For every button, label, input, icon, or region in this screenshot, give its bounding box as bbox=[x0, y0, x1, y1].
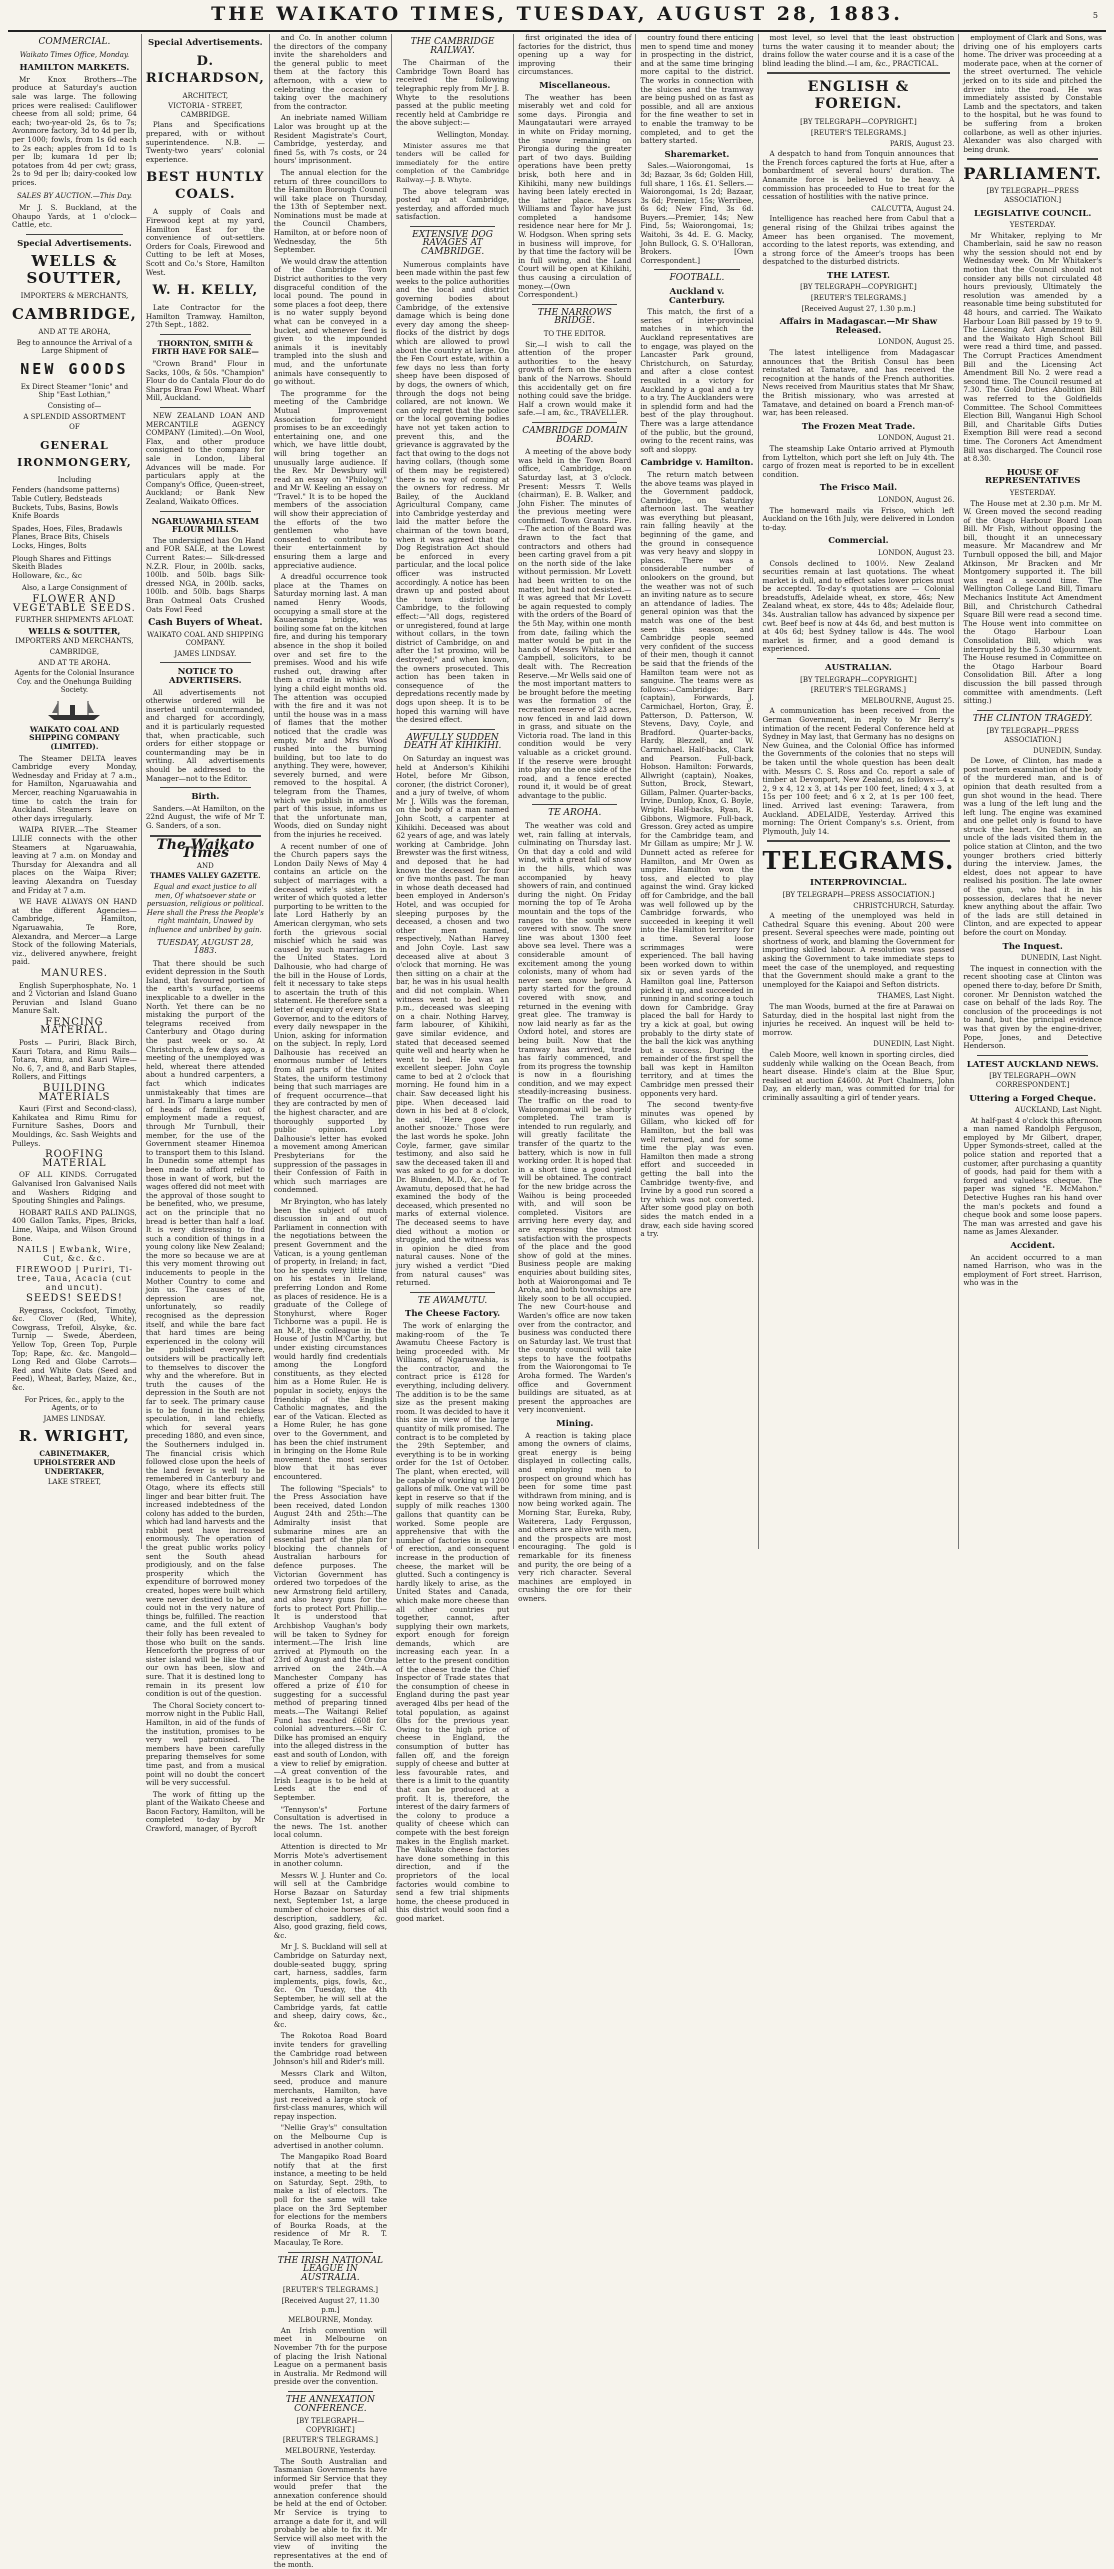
paris-text: A despatch to hand from Tonquin announces that the French forces captured the forts at Hue, after a bombardment of several hours' duration. The Annamite force is believed to be heavy. A commission has proceeded to Hue to treat for the cessation of hostilities with the native prince. bbox=[763, 150, 955, 202]
dunedin-text: Caleb Moore, well known in sporting circles, died suddenly while walking on the Ocean Beach, from heart disease. Hinde's claim at the Blue Spur, realised at auction £4600. At Port Chalmers, John Day, an elderly man, was committed for trial for criminally assaulting a girl of tender years. bbox=[763, 1051, 955, 1103]
inquest-heading: The Inquest. bbox=[963, 943, 1102, 952]
ws-announce: Beg to announce the Arrival of a Large Shipment of bbox=[12, 339, 137, 356]
bytel-label: [BY TELEGRAPH—COPYRIGHT.] bbox=[274, 2417, 387, 2434]
pa-label: [BY TELEGRAPH—PRESS ASSOCIATION.] bbox=[763, 891, 955, 900]
narrows-to: TO THE EDITOR. bbox=[518, 330, 631, 339]
reuter-label2: [REUTER'S TELEGRAMS.] bbox=[763, 294, 955, 303]
steamer-icon bbox=[44, 699, 104, 721]
telegrams-heading: TELEGRAMS. bbox=[763, 847, 955, 874]
list-item: Table Cutlery, Bedsteads bbox=[12, 495, 137, 504]
column-7 bbox=[759, 34, 960, 1549]
hobart-text: HOBART RAILS AND PALINGS, 400 Gallon Tanks, Pipes, Bricks, Lime, Waipa, and Wilson Ground Bone. bbox=[12, 1209, 137, 1243]
lindsay: JAMES LINDSAY. bbox=[12, 1415, 137, 1424]
frozen-heading: The Frozen Meat Trade. bbox=[763, 423, 955, 432]
of-label: OF bbox=[12, 423, 137, 432]
divider bbox=[532, 304, 617, 305]
choral-text: The Choral Society concert to-morrow night in the Public Hall, Hamilton, in aid of the funds of the institution, promises to be very well patronised. The members have been carefully preparing themselves for some time past, and from a musical point will no doubt the concert will be very successful. bbox=[146, 1702, 265, 1788]
commercial-text: Consols declined to 100½. New Zealand securities remain at last quotations. The wheat market is dull, and to effect sales lower prices must be accepted. To-day's quotations are — Colonial breadstuffs, Adelaide wheat, ex store, 46s; New Zealand wheat, ex store, 44s to 48s; Adelaide flour, 34s. Australian tallow has advanced by sixpence per cwt. Beef beef is now at 44s 6d, and best mutton is at 40s 6d; best Sydney tallow is 44s. The wool market is firmer, and a good demand is experienced. bbox=[763, 560, 955, 655]
inquest-dateline: DUNEDIN, Last Night. bbox=[963, 954, 1102, 963]
thames-gazette: THAMES VALLEY GAZETTE. bbox=[146, 872, 265, 881]
awful-heading: AWFULLY SUDDEN DEATH AT KIHIKIHI. bbox=[396, 734, 509, 751]
birth-heading: Birth. bbox=[146, 793, 265, 802]
sales-heading: SALES BY AUCTION.—This Day. bbox=[12, 192, 137, 201]
divider bbox=[410, 729, 495, 730]
consisting: Consisting of— bbox=[12, 402, 137, 411]
column-1 bbox=[8, 34, 142, 1549]
column-2 bbox=[142, 34, 270, 1549]
article-text: Mr Bryington, who has lately been the subject of much discussion in and out of Parliament in connection with the negotiations between the present Government and the Vatican, is a young gentleman of property, in Ireland; in fact, too he spends very little time on his estates in Ireland, preferring London and Rome as places of residence. He is a graduate of the College of Stonyhurst, where Roger Tichborne was a pupil. He is an M.P., the colleague in the House of Justin M'Carthy, but under existing circumstances would hardly find credentials among the Longford constituents, as they elected him as a Home Ruler. He is popular in society, enjoys the friendship of the English Catholic magnates, and the ear of the Vatican. Elected as a Home Ruler, he has gone over to the Government, and has been the chief instrument in bringing on the Home Rule movement the most serious blow that it has ever encountered. bbox=[274, 1198, 387, 1482]
cabinetmaker: CABINETMAKER, UPHOLSTERER AND UNDERTAKER, bbox=[12, 1450, 137, 1476]
ws-name2: WELLS & SOUTTER, bbox=[12, 627, 137, 636]
markets-heading: HAMILTON MARKETS. bbox=[12, 64, 137, 73]
cheese-heading: The Cheese Factory. bbox=[396, 1310, 509, 1319]
firewood: FIREWOOD | Puriri, Ti-tree, Taua, Acacia (cut and uncut). bbox=[12, 1266, 137, 1292]
masthead bbox=[0, 0, 1114, 28]
seeds-text: Ryegrass, Cocksfoot, Timothy, &c. Clover (Red, White), Cowgrass, Trefoil, Alsyke, &c. Turnip — Swede, Aberdeen, Yellow Top, Green Top, Purple Top; Rape, &c. &c. Mangold—Long Red and Globe Carrots—Red and White Oats (Seed and Feed), Wheat, Barley, Maize, &c., &c. bbox=[12, 1307, 137, 1393]
divider bbox=[977, 1055, 1088, 1056]
madagascar-text: The latest intelligence from Madagascar announces that the British Consul has been reinstated at Tamatave, and has received the recognition at the hands of the French authorities. News received from Mauritius states that Mr Shaw, the British missionary, who was arrested at Tamatave, and detained on board a French man-of-war, has been released. bbox=[763, 349, 955, 418]
bytel-label: [BY TELEGRAPH—COPYRIGHT.] bbox=[763, 118, 955, 127]
richardson-name: D. RICHARDSON, bbox=[146, 53, 265, 87]
ex-direct: Ex Direct Steamer "Ionic" and Ship "East Lothian," bbox=[12, 383, 137, 400]
notice-text: All advertisements not otherwise ordered will be inserted until countermanded, and charged for accordingly, and it is particularly requested that, when practicable, such orders for either stoppage or countermanding may be in writing. All advertisements should be addressed to the Manager—not to the Editor. bbox=[146, 689, 265, 784]
hamilton-text: The return match between the above teams was played in the Government paddock, Cambridge, on Saturday afternoon last. The weather was everything but pleasant, rain falling heavily at the beginning of the game, and the ground in consequence was very heavy and sloppy in places. There was a considerable number of onlookers on the ground, but the weather was not of such an inviting nature as to secure an attendance of ladies. The general opinion was that the match was one of the best seen this season, and Cambridge people seemed very confident of the success of their men, though it cannot be said that the friends of the Hamilton team were not as sanguine. The teams were as follows:—Cambridge: Barr (captain), Forwards, J. Carmichael, Horton, Gray, E. Patterson, D. Patterson, W. Stevens, Davy, Coyle, and Bradford. Quarter-backs, Hardy, Blezzell, and W. Carmichael. Half-backs, Clark and Pearson. Full-back, Hobson. Hamilton: Forwards, Allwright (captain), Noakes, Sutton, Brock, Stewart, Gillam, Palmer. Quarter-backs, Irvine, Dunlop, Knox, G. Boyle, Wright. Half-backs, Ryan, R. Gibbons, Wigmore. Full-back, Gresson. Grey acted as umpire for the Cambridge team, and Mr Gillam as umpire; Mr J. W. Dunnett acted as referee for Hamilton, and Mr Owen as umpire. Hamilton won the toss, and elected to play against the wind. Gray kicked off for Cambridge, and the ball was well followed up by the Cambridge forwards, who succeeded in keeping it well into the Hamilton territory for a time. Several loose scrimmages were experienced. The ball having been worked down to within six or seven yards of the Hamilton goal line, Patterson picked it up, and succeeded in running in and scoring a touch down for Cambridge. Gray placed the ball for Hardy to try a kick at goal, but owing probably to the dirty state of the ball the kick was anything but a success. During the remainder of the first spell the ball was kept in Hamilton territory, and at times the Cambridge men pressed their opponents very hard. bbox=[640, 471, 753, 1098]
motto: Equal and exact justice to all men, Of whatsoever state or persuasion, religious or political. Here shall the Press the People's right maintain, Unawed by influence and unbribed by gain. bbox=[146, 883, 265, 935]
rail-heading: THE CAMBRIDGE RAILWAY. bbox=[396, 38, 509, 55]
list-item: Holloware, &c., &c bbox=[12, 572, 137, 581]
column-3 bbox=[270, 34, 392, 1549]
forged-text: At half-past 4 o'clock this afternoon a man named Randolph Ferguson, employed by Mr Gilbert, draper, Upper Symonds-street, called at the police station and reported that a customer, after purchasing a quantity of goods, had paid for them with a forged and valueless cheque. The paper was signed "E. McMahon." Detective Hughes ran his hand over the man's pockets and found a cheque book and some loose papers. The man was arrested and gave his name as James Alexander. bbox=[963, 1117, 1102, 1237]
frisco-dateline: LONDON, August 26. bbox=[763, 496, 955, 505]
roofing-heading: ROOFING MATERIAL bbox=[12, 1151, 137, 1168]
new-goods: NEW GOODS bbox=[12, 361, 137, 378]
wright-name: R. WRIGHT, bbox=[12, 1428, 137, 1445]
awful-text: On Saturday an inquest was held at Anderson's Kihikihi Hotel, before Mr Gibson, coroner, (the district Coroner), and a jury of twelve, of whom Mr J. Wills was the foreman, on the body of a man named John Scott, a carpenter at Kihikihi. Deceased was about 62 years of age, and was lately working at Cambridge. John Brewster was the first witness, and deposed that he had known the deceased for four or five months past. The man in whose death deceased had been employed in Anderson's Hotel, and was occupied for sleeping purposes by the deceased, a chosen and two other men named, respectively, Nathan Harvey and John Coyle. Last saw deceased alive at about 3 o'clock that morning. He was then sitting on a chair at the bar, he was in his usual health and did not complain. When witness went to bed at 11 p.m., deceased was sleeping on a chair. Nothing Harvey, farm labourer, of Kihikihi, gave similar evidence, and stated that deceased seemed quite well and hearty when he went to bed. He was an excellent sleeper. John Coyle came to bed at 2 o'clock that morning. He found him in a chair. Saw deceased light his pipe. When deceased laid down in his bed at 8 o'clock, he said, 'Here goes for another snooze.' Those were the last words he spoke. John Coyle, farmer, gave similar testimony, and also said he saw the deceased taken ill and was asked to go for a doctor. Dr. Blunden, M.D., &c., of Te Awamutu, deposed that he had examined the body of the deceased, which presented no marks of external violence. The deceased seems to have died without a motion or struggle, and the witness was in opinion he died from natural causes. None of the jury wished a verdict "Died from natural causes" was returned. bbox=[396, 755, 509, 1288]
article-text: Attention is directed to Mr Morris Mote's advertisement in another column. bbox=[274, 1843, 387, 1869]
hamilton-sub: Cambridge v. Hamilton. bbox=[640, 459, 753, 468]
article-text: A dreadful occurrence took place at the Thames on Saturday morning last. A man named Henry Woods, occupying a small store at the Kauaeranga bridge, was boiling some fat on the kitchen fire, and during his temporary absence in the shop it boiled over and set fire to the premises. Wood and his wife rushed out, drawing after them a cradle in which was lying a child eight months old. The attention was occupied with the fire and it was not until the house was in a mass of flames that the mother noticed that the cradle was empty. Mr and Mrs Wood rushed into the burning building, but too late to do anything. They were, however, severely burned, and were removed to the hospital. A telegram from the Thames, which we publish in another part of this issue, informs us that the unfortunate man, Woods, died on Sunday night from the injuries he received. bbox=[274, 573, 387, 839]
mining-heading: Mining. bbox=[518, 1420, 631, 1429]
list-item: Plough Shares and Fittings bbox=[12, 555, 137, 564]
article-text: An inebriate named William Lalor was brought up at the Resident Magistrate's Court, Cambridge, yesterday, and fined 5s, with 7s costs, or 24 hours' imprisonment. bbox=[274, 114, 387, 166]
coals-heading: BEST HUNTLY COALS. bbox=[146, 169, 265, 203]
latest-received: [Received August 27, 1.30 p.m.] bbox=[763, 305, 955, 314]
article-text: Messrs W. J. Hunter and Co. will sell at the Cambridge Horse Bazaar on Saturday next, September 1st, a large number of choice horses of all description, saddlery, &c. Also, good grazing, field cows, &c. bbox=[274, 1872, 387, 1941]
calcutta-dateline: CALCUTTA, August 24. bbox=[763, 205, 955, 214]
divider bbox=[160, 787, 251, 788]
dateline: TUESDAY, AUGUST 28, 1883. bbox=[146, 939, 265, 956]
masthead-rule bbox=[8, 30, 1106, 32]
interprovincial-heading: INTERPROVINCIAL. bbox=[763, 879, 955, 888]
misc-text: The weather has been miserably wet and cold for some days. Pirongia and Maungatautari were arrayed in white on Friday morning, the snow remaining on Pirongia during the greater part of two days. Building operations have been pretty brisk, both here and in Kihikihi, many new buildings having been lately erected in the latter place. Messrs Williams and Taylor have just completed a handsome residence near here for Mr J. W. Hodgson. When spring sets in business will improve, for by that time the factory will be in full swing, and the Land Court will be open at Kihikihi, thus causing a circulation of money.—(Own Correspondent.) bbox=[518, 94, 631, 300]
ws-role2: IMPORTERS AND MERCHANTS, bbox=[12, 637, 137, 646]
forged-dateline: AUCKLAND, Last Night. bbox=[963, 1106, 1102, 1115]
ws-name: WELLS & SOUTTER, bbox=[12, 253, 137, 287]
divider bbox=[288, 2252, 373, 2253]
clinton-pa: [BY TELEGRAPH—PRESS ASSOCIATION.] bbox=[963, 727, 1102, 744]
seeds-heading: SEEDS! SEEDS! bbox=[12, 1295, 137, 1304]
english-foreign-heading: ENGLISH & FOREIGN. bbox=[763, 79, 955, 113]
rail-quote: Minister assures me that tenders will be called for immediately for the entire completion of the Cambridge Railway.—J. B. Whyte. bbox=[396, 142, 509, 185]
further-shipments: FURTHER SHIPMENTS AFLOAT. bbox=[12, 616, 137, 625]
column-8 bbox=[959, 34, 1106, 1549]
dunedin-dateline: DUNEDIN, Last Night. bbox=[763, 1040, 955, 1049]
article-text: and Co. In another column the directors of the company invite the shareholders and the general public to meet them at the factory this afternoon, with a view to celebrating the occasion of taking over the machinery from the contractor. bbox=[274, 34, 387, 111]
article-text: The Rokotoa Road Board invite tenders for gravelling the Cambridge road between Johnson's hill and Rider's mill. bbox=[274, 2032, 387, 2066]
madagascar-heading: Affairs in Madagascar.—Mr Shaw Released. bbox=[763, 318, 955, 335]
divider bbox=[767, 840, 951, 842]
list-item: Skeith Blades bbox=[12, 563, 137, 572]
accident-heading: Accident. bbox=[963, 1242, 1102, 1251]
teawamutu-heading: TE AWAMUTU. bbox=[396, 1297, 509, 1306]
ws-town3: CAMBRIDGE, bbox=[12, 648, 137, 657]
waikato-coal: WAIKATO COAL AND SHIPPING COMPANY. bbox=[146, 631, 265, 648]
manures-text: English Superphosphate, No. 1 and 2 Victorian and Island Guano Peruvian and Island Guano Manure Salt. bbox=[12, 982, 137, 1016]
dog-heading: EXTENSIVE DOG RAVAGES AT CAMBRIDGE. bbox=[396, 231, 509, 257]
house-sub: YESTERDAY. bbox=[963, 489, 1102, 498]
divider bbox=[288, 2391, 373, 2392]
share-text: Sales.—Waiorongomai, 1s 3d; Bazaar, 3s 6d; Golden Hill, full share, 1 16s. £1. Sellers.—Waiorongomai, 1s 2d; Bazaar, 3s 6d; Premier, 15s; Werribee, 6s 6d; New Find, 3s 6d. Buyers.—Premier, 14s; New Find, 5s; Waiorongomai, 1s; Waitohi, 3s 4d. E. G. Macky, John Bullock, G. S. O'Halloran, Brokers. [Own Correspondent.] bbox=[640, 162, 753, 265]
auckland-pa: [BY TELEGRAPH—OWN CORRESPONDENT.] bbox=[963, 1072, 1102, 1089]
fencing-text: Posts — Puriri, Black Birch, Kauri Totara, and Rimu Rails—Totara, Rimu, and Kauri Wire—No. 6, 7, and 8, and Barb Staples, Rollers, and Fittings bbox=[12, 1039, 137, 1082]
divider bbox=[977, 710, 1088, 711]
lake-street: LAKE STREET, bbox=[12, 1478, 137, 1487]
ngaru-text: The undersigned has On Hand and FOR SALE, at the Lowest Current Rates:— Silk-dressed N.Z.R. Flour, in 200lb. sacks, 100lb. and 50lb. bags Silk-dressed NGA, in 200lb. sacks, 100lb. and 50lb. bags Sharps Bran Oatmeal Oats Crushed Oats Fowl Feed bbox=[146, 537, 265, 614]
clinton-text: De Lowe, of Clinton, has made a post mortem examination of the body of the murdered man, and is of opinion that death resulted from a gun shot wound in the head. There was a lung of the left lung and the left lung. The engine was examined and one pellet only is found to have struck the heart. On Saturday, an uncle of the lads visited them in the police station at Clinton, and the two younger brothers cried bitterly during the interview. James, the eldest, does not appear to have realised his position. The late owner of the gun, who had it in his possession, declares that he never knew anything about the affair. Two of the lads are still detained in Clinton, and are expected to appear before the court on Monday. bbox=[963, 757, 1102, 937]
page-ref: 5 bbox=[1093, 2, 1098, 30]
reuter-label: [REUTER'S TELEGRAMS.] bbox=[274, 2286, 387, 2295]
waikato-times-title: The Waikato Times bbox=[146, 841, 265, 858]
items-list bbox=[12, 486, 137, 580]
cheese-text: The work of enlarging the making-room of the Te Awamutu Cheese Factory is being proceeded with. Mr Williams, of Ngaruawahia, is the contractor, and the contract price is £128 for everything, including delivery. The addition is to be the same size as the present making room. It was decided to have it this size in view of the large quantity of milk promised. The contract is to be completed by the 29th September, and everything is to be in working order for the 1st of October. The plant, when erected, will be capable of working up 1200 gallons of milk. One vat will be kept in reserve so that if the supply of milk reaches 1300 gallons that quantity can be worked. Some people are apprehensive that with the number of factories in course of erection, and consequent increase in the production of cheese, the market will be glutted. Such a contingency is hardly likely to arise, as the United States and Canada, which make more cheese than all other countries put together, cannot, after supplying their own markets, export enough for foreign demands, which are increasing each year. In a letter to the present condition of the cheese trade the Chief Inspector of Trade states that the consumption of cheese in England during the past year averaged 4lbs per head of the total population, as against 6lbs for the previous year. Owing to the high price of cheese in England, the consumption of butter has fallen off, and the foreign supply of cheese and butter at less favourable rates, and there is a limit to the quantity that can be produced at a profit. It is, therefore, the interest of the dairy farmers of the colony to produce a quality of cheese which can compete with the best foreign makes in the English market. The Waikato cheese factories have done something in this direction, and if the proprietors of the local factories would combine to send a few trial shipments home, the cheese produced in this district would soon find a good market. bbox=[396, 1322, 509, 1924]
flower-seeds: FLOWER AND VEGETABLE SEEDS. bbox=[12, 596, 137, 613]
misc-heading: Miscellaneous. bbox=[518, 82, 631, 91]
article-text: "Nellie Gray's" consultation on the Melbourne Cup is advertised in another column. bbox=[274, 2124, 387, 2150]
splendid: A SPLENDID ASSORTMENT bbox=[12, 413, 137, 422]
reuter-label3: [REUTER'S TELEGRAMS.] bbox=[763, 686, 955, 695]
column-5 bbox=[514, 34, 636, 1549]
australian-text: A communication has been received from the German Government, in reply to Mr Berry's intimation of the recent Federal Conference held at Sydney in May last, that Germany has no designs on New Guinea, and the Colonial Office has informed the Governments of the colonies that no steps will be taken until the whole question has been dealt with. Messrs C. S. Ross and Co. report a sale of timber at Devonport, New Zealand, as follows:—4 x 2, 9 x 4, 12 x 3, at 14s per 100 feet, lined; 4 x 3, at 15s per 100 feet; and 6 x 2, at 1s per 100 feet, lined. Arrived last evening: Tarawera, from Auckland. ADELAIDE, Yesterday. Arrived this morning: The Orient Company's s.s. Orient, from Plymouth, July 14. bbox=[763, 707, 955, 836]
ws-town4: AND AT TE AROHA. bbox=[12, 659, 137, 668]
auckland-heading: LATEST AUCKLAND NEWS. bbox=[963, 1061, 1102, 1070]
divider bbox=[160, 511, 251, 512]
agencies-text: WE HAVE ALWAYS ON HAND at the different Agencies—Cambridge, Hamilton, Ngaruawahia, Te Rore, Alexandra, and Mercer—a Large Stock of the following Materials, viz., delivered anywhere, freight paid. bbox=[12, 898, 137, 967]
column-6 bbox=[636, 34, 758, 1549]
nzloan-text: NEW ZEALAND LOAN AND MERCANTILE AGENCY COMPANY (Limited).—On Wool, Flax, and other produce consigned to the company for sale in London, Liberal Advances will be made. For particulars apply at the Company's Office, Queen-street, Auckland; or Bank New Zealand, Waikato Offices. bbox=[146, 412, 265, 507]
ws-town: CAMBRIDGE, bbox=[12, 306, 137, 323]
article-text: Mr J. S. Buckland will sell at Cambridge on Saturday next, double-seated buggy, spring cart, harness, saddles, farm implements, pigs, fowls, &c., &c. On Tuesday, the 4th September, he will sell at the Cambridge yards, fat cattle and sheep, dairy cows, &c., &c. bbox=[274, 1943, 387, 2029]
nails: NAILS | Ewbank, Wire, Cut, &c. &c. bbox=[12, 1246, 137, 1263]
thornton-heading: THORNTON, SMITH & FIRTH HAVE FOR SALE— bbox=[146, 340, 265, 357]
divider bbox=[160, 334, 251, 335]
list-item: Fenders (handsome patterns) bbox=[12, 486, 137, 495]
ws-role: IMPORTERS & MERCHANTS, bbox=[12, 292, 137, 301]
special-heading: Special Advertisements. bbox=[146, 39, 265, 48]
ws-town2: AND AT TE AROHA, bbox=[12, 328, 137, 337]
and-label: AND bbox=[146, 862, 265, 871]
kelly-name: W. H. KELLY, bbox=[146, 282, 265, 299]
frisco-text: The homeward mails via Frisco, which left Auckland on the 16th July, were delivered in London to-day. bbox=[763, 507, 955, 533]
frisco-heading: The Frisco Mail. bbox=[763, 484, 955, 493]
article-text: employment of Clark and Sons, was driving one of his employers carts home. The driver was proceeding at a moderate pace, when at the corner of the street overturned. The vehicle jerked on to its side and pitched the driver into the road. He was immediately assisted by Constable Lamb and the spectators, and taken to the hospital, but he was found to be suffering from a broken collarbone, as well as other injuries. Alexander was also charged with being drunk. bbox=[963, 34, 1102, 154]
christchurch-text: A meeting of the unemployed was held in Cathedral Square this evening. About 200 were present. Several speeches were made, pointing out shortness of work, and blaming the Government for importing skilled labour. A resolution was passed asking the Government to take immediate steps to meet the case of the unemployed, and requesting that the Government should make a grant to the unemployed for the Kaiapoi and Sefton districts. bbox=[763, 912, 955, 989]
rail-dateline: Wellington, Monday. bbox=[396, 131, 509, 140]
legislative-sub: YESTERDAY. bbox=[963, 221, 1102, 230]
legislative-heading: LEGISLATIVE COUNCIL. bbox=[963, 210, 1102, 219]
annex-text: The South Australian and Tasmanian Governments have informed Sir Service that they would prefer that the annexation conference should be held at the end of October. Mr Service is trying to arrange a date for it, and will probably be able to fix it. Mr Service will also meet with the view of inviting the representatives at the end of the month. bbox=[274, 2458, 387, 2569]
dog-text: Numerous complaints have been made within the past few weeks to the police authorities and the local and district governing bodies about Cambridge, of the extensive damage which is being done every day among the sheep-flocks of the district by dogs which are allowed to prowl about the country at large. On the Fen Court estate, within a few days no less than forty sheep have been disposed of by dogs, the owners of which, through the dogs not being collared, are not known. We can only regret that the police or the local governing bodies have not yet taken action to prevent this, and the grievance is aggravated by the fact that owing to the dogs not having collars, (though some of them may be registered) there is no way of coming at the owners for redress. Mr Bailey, of the Auckland Agricultural Company, came into Cambridge yesterday and laid the matter before the chairman of the town board, when it was agreed that the Dog Registration Act should be enforced in every particular, and the local police officer was instructed accordingly. A notice has been drawn up and posted about the town district of Cambridge, to the following effect:—"All dogs, registered or unregistered, found at large without collars, in the town district of Cambridge, on and after the 1st proximo, will be destroyed;" and when known, the owners prosecuted. This action has been taken in consequence of the depredations recently made by dogs upon sheep. It is to be hoped this warning will have the desired effect. bbox=[396, 261, 509, 725]
christchurch-dateline: CHRISTCHURCH, Saturday. bbox=[763, 902, 955, 911]
article-text: We would draw the attention of the Cambridge Town District authorities to the very disgraceful condition of the local pound. The pound in some places a foot deep, there is no water supply beyond what can be conveyed in a bucket, and whenever feed is given to the impounded animals it is inevitably trampled into the slush and mud, and the unfortunate animals have consequently to go without. bbox=[274, 258, 387, 387]
inquest-text: The inquest in connection with the recent shooting case at Clinton was opened there to-day, before Dr Smith, coroner. Mr Denniston watched the case on behalf of the lads Roy. The conclusion of the proceedings is not to hand, but the principal evidence was that given by the engine-driver, Pope, Jones, and Detective Henderson. bbox=[963, 965, 1102, 1051]
building-text: Kauri (First and Second-class), Kahikatea and Rimu Rimu for Furniture Sashes, Doors and Mouldings, &c. Sash Weights and Pulleys. bbox=[12, 1105, 137, 1148]
narrows-heading: THE NARROWS BRIDGE. bbox=[518, 309, 631, 326]
frozen-dateline: LONDON, August 21. bbox=[763, 434, 955, 443]
waipa-text: WAIPA RIVER.—The Steamer LILIE connects with the other Steamers at Ngaruawahia, leaving at 7 a.m. on Monday and Thursday for Alexandra and all places on the Waipa River; leaving Alexandra on Tuesday and Friday at 7 a.m. bbox=[12, 826, 137, 895]
markets-text: Mr Knox Brothers—The produce at Saturday's auction sale was large. The following prices were realised: Cauliflower cheese from all sold; prime, 64 each; two-year-old 2s, 6s to 7s; Avonmore factory, 3d to 4d per lb, per 1000; fowls, from 1s 6d each to 2s each; apples from 1d to 1s per lb; kumara 1d per lb; potatoes from 4d per cwt; grass, 2s to 9d per lb; dairy-cooked low prices. bbox=[12, 76, 137, 188]
aroha-heading: TE AROHA. bbox=[518, 809, 631, 818]
cash-wheat: Cash Buyers of Wheat. bbox=[146, 619, 265, 628]
manures-heading: MANURES. bbox=[12, 970, 137, 979]
kelly-text: Late Contractor for the Hamilton Tramway. Hamilton, 27th Sept., 1882. bbox=[146, 304, 265, 330]
article-text: most level, so level that the least obstruction turns the water causing it to meander about; the drains follow the water course and it is a case of the blind leading the blind.—I am, &c., PRACTICAL. bbox=[763, 34, 955, 68]
rail-text: The Chairman of the Cambridge Town Board has received the following telegraphic reply from Mr J. B. Whyte to the resolutions passed at the public meeting recently held at Cambridge re the above subject:— bbox=[396, 59, 509, 128]
irish-heading: THE IRISH NATIONAL LEAGUE IN AUSTRALIA. bbox=[274, 2257, 387, 2283]
house-heading: HOUSE OF REPRESENTATIVES bbox=[963, 469, 1102, 486]
irish-text: An Irish convention will meet in Melbourne on November 7th for the purpose of placing the Irish National League on a permanent basis in Australia. Mr Redmond will preside over the convention. bbox=[274, 2327, 387, 2387]
list-item: Locks, Hinges, Bolts bbox=[12, 542, 137, 551]
share-heading: Sharemarket. bbox=[640, 151, 753, 160]
thames-text: The man Woods, burned at the fire at Parawai on Saturday, died in the hospital last night from the injuries he received. An inquest will be held to-morrow. bbox=[763, 1003, 955, 1037]
editorial-text: That there should be such evident depression in the South Island, that favoured portion of the earth's surface, seems inexplicable to a dweller in the North. Yet there can be no mistaking the purport of the telegrams received from Canterbury and Otago during the past week or so. At Christchurch, a few days ago, a meeting of the unemployed was held, whereat there attended about a hundred carpenters, a fact which indicates unmistakeably that times are hard. In Timaru a large number of heads of families out of employment made a request, through Mr Turnbull, their member, for the use of the Government steamer Hinemoa to transport them to this Island. In Dunedin some attempt has been made to afford relief to those in want of work, but the wages offered did not meet with the approval of those sought to be benefited, who, we presume, act on the principle that no bread is better than half a loaf. It is very distressing to find such a condition of things in a young colony like New Zealand; the more so because we are at this very moment throwing out inducements to people in the Mother Country to come and join us. The causes of the depression are not, unfortunately, so readily recognised as the depression itself, and while the bare fact that hard times are being experienced in the colony will be published everywhere, outsiders will be practically left to themselves to discover the why and the wherefore. But in truth the causes of the depression in the South are not far to seek. The primary cause is to be found in the reckless speculation, in land chiefly, which for several years preceding 1880, and even since, the Southerners indulged in. The financial crisis which followed close upon the heels of the land fever is well to be remembered in Canterbury and Otago, where its effects still linger and bear bitter fruit. The increased indebtedness of the colony has added to the burden, which had land harvests and the rabbit pest have increased enormously. The operation of the great public works policy sent the South ahead prodigiously, and on the false prosperity which the expenditure of borrowed money created, hopes were built which were never destined to be, and could not in the very nature of things be, fulfilled. The reaction came, and the full extent of their folly has been revealed to those who built on the sands. Henceforth the progress of our sister island will be like that of our own has been, slow and sure. That it is destined long to remain in its present low condition is out of the question. bbox=[146, 960, 265, 1699]
continued-text: The second twenty-five minutes was opened by Gillam, who kicked off for Hamilton, but the ball was well returned, and for some time the play was even. Hamilton then made a strong effort and succeeded in getting the ball into the Cambridge twenty-five, and Irvine by a good run scored a try which was not converted. After some good play on both sides the match ended in a draw, each side having scored a try. bbox=[640, 1101, 753, 1239]
irish-received: [Received August 27, 11.30 p.m.] bbox=[274, 2297, 387, 2314]
column-4 bbox=[392, 34, 514, 1549]
thames-dateline: THAMES, Last Night. bbox=[763, 992, 955, 1001]
annex-heading: THE ANNEXATION CONFERENCE. bbox=[274, 2396, 387, 2413]
lindsay2: JAMES LINDSAY. bbox=[146, 650, 265, 659]
pa-label: [BY TELEGRAPH—PRESS ASSOCIATION.] bbox=[963, 187, 1102, 204]
birth-text: Sanders.—At Hamilton, on the 22nd August, the wife of Mr T. G. Sanders, of a son. bbox=[146, 805, 265, 831]
legislative-text: Mr Whitaker, replying to Mr Chamberlain, said he saw no reason why the session should not end by Wednesday week. On Mr Whitaker's motion that the Council should not consider any bills not circulated 48 hours previously, Ultimately the resolution was amended by a reasonable time being substituted for 48 hours, and carried. The Waikato Harbour Loan Bill passed by 19 to 9. The Licensing Act Amendment Bill and the Waikato High School Bill were read a third time, and passed. The Corrupt Practices Amendment Bill and the Licensing Act Amendment Bill No. 2 were read a second time. The Council resumed at 7.30. The Gold Duties Abolition Bill was referred to the Goldfields Committee. The School Committees Election Bill, Wanganui High School Bill, and Charitable Gifts Duties Exemption Bill were read a second time. The Coroners Act Amendment Bill was discharged. The Council rose at 8.30. bbox=[963, 232, 1102, 464]
paris-dateline: PARIS, August 23. bbox=[763, 140, 955, 149]
reuter-label2: [REUTER'S TELEGRAMS.] bbox=[274, 2436, 387, 2445]
list-item: Knife Boards bbox=[12, 512, 137, 521]
richardson-text: Plans and Specifications prepared, with or without superintendence. N.B. — Twenty-two years' colonial experience. bbox=[146, 121, 265, 164]
article-text: first originated the idea of factories for the district, thus opening up a way for improving their circumstances. bbox=[518, 34, 631, 77]
reuter-label: [REUTER'S TELEGRAMS.] bbox=[763, 129, 955, 138]
victoria-street: VICTORIA - STREET, CAMBRIDGE. bbox=[146, 102, 265, 119]
ngaru-heading: NGARUAWAHIA STEAM FLOUR MILLS. bbox=[146, 517, 265, 534]
frozen-text: The steamship Lake Ontario arrived at Plymouth from Lyttelton, which port she left on July 4th. The cargo of frozen meat is reported to be in excellent condition. bbox=[763, 445, 955, 479]
parliament-heading: PARLIAMENT. bbox=[963, 165, 1102, 182]
masthead-title: THE WAIKATO TIMES, TUESDAY, AUGUST 28, 1883. bbox=[211, 3, 903, 25]
football-sub: Auckland v. Canterbury. bbox=[640, 288, 753, 305]
building-heading: BUILDING MATERIALS bbox=[12, 1085, 137, 1102]
divider bbox=[767, 72, 951, 74]
list-item: Buckets, Tubs, Basins, Bowls bbox=[12, 504, 137, 513]
domain-text: A meeting of the above body was held in the Town Board office, Cambridge, on Saturday last, at 3 o'clock. Present: Messrs T. Wells (chairman), E. B. Walker, and John Fisher. The minutes of the previous meeting were confirmed. Town Grants. Fire.—The action of the Board was drawn to the fact that contractors and others had been carting gravel from a pit on the north side of the lake without permission. Mr Lovett had been written to on the matter, but had not desisted.—It was agreed that Mr Lovett be again requested to comply with the orders of the Board of the 5th May, within one month from date, failing which the matter would be put in the hands of Messrs Whitaker and Campbell, solicitors, to be dealt with. The Recreation Reserve.—Mr Wells said one of the most important matters to be brought before the meeting was the formation of the recreation reserve of 23 acres, now fenced in and laid down in grass, and situate on the Victoria road. The land in this condition would be very valuable as a cricket ground. If the reserve were brought into play on the one side of the road, and a fence erected round it, it would be of great advantage to the public. bbox=[518, 448, 631, 800]
special-heading: Special Advertisements. bbox=[12, 240, 137, 249]
fencing-heading: FENCING MATERIAL. bbox=[12, 1019, 137, 1036]
divider bbox=[410, 1292, 495, 1293]
clinton-dateline: DUNEDIN, Sunday. bbox=[963, 747, 1102, 756]
commercial-heading: Commercial. bbox=[763, 537, 955, 546]
article-text: The following "Specials" to the Press Association have been received, dated London August 24th and 25th:—The Admiralty insist that submarine mines are an essential part of the plan for blocking the channels of Australian harbours for defence purposes. The Victorian Government has ordered two torpedoes of the new Armstrong field artillery, and also heavy guns for the forts to protect Port Phillip.—It is understood that Archbishop Vaughan's body will be taken to Sydney for interment.—The Irish line arrived at Plymouth on the 23rd of August and the Oruba arrived on the 24th.—A Manchester Company has offered a prize of £10 for suggesting for a successful method of preparing tinned meats.—The Waitangi Relief Fund has reached £608 for colonial adventurers.—Sir C. Dilke has promised an enquiry into the alleged distress in the east and south of London, with a view to relief by emigration.—A great convention of the Irish League is to be held at Leeds at the end of September. bbox=[274, 1485, 387, 1803]
thornton-text: "Crown Brand" Flour in Sacks, 100s, & 50s. "Champion" Flour do do Cantala Flour do do Sharps Bran Fowl Wheat. Wharf Mill, Auckland. bbox=[146, 360, 265, 403]
forged-heading: Uttering a Forged Cheque. bbox=[963, 1095, 1102, 1104]
clinton-heading: THE CLINTON TRAGEDY. bbox=[963, 715, 1102, 724]
article-text: "Tennyson's" Fortune Consultation is advertised in the news. The 1st. another local column. bbox=[274, 1806, 387, 1840]
bytel-label2: [BY TELEGRAPH—COPYRIGHT.] bbox=[763, 283, 955, 292]
commercial-dateline: LONDON, August 23. bbox=[763, 549, 955, 558]
australian-heading: AUSTRALIAN. bbox=[763, 664, 955, 673]
madagascar-dateline: LONDON, August 25. bbox=[763, 338, 955, 347]
article-text: The programme for the meeting of the Cambridge Mutual Improvement Association for to-night promises to be an exceedingly entertaining one, and one which, we have little doubt, will bring together an unusually large audience. If the Rev. Mr Dewsbury will read an essay on "Philology," and Mr W. Keeling an essay on "Travel." It is to be hoped the members of the association will show their appreciation of the efforts of the two gentlemen who have consented to contribute to their entertainment by ensuring them a large and appreciative audience. bbox=[274, 390, 387, 570]
divider bbox=[654, 269, 739, 270]
steam-heading: WAIKATO COAL AND SHIPPING COMPANY (LIMITED). bbox=[12, 726, 137, 752]
australian-dateline: MELBOURNE, August 25. bbox=[763, 697, 955, 706]
accident-text: An accident occurred to a man named Harrison, who was in the employment of Fort street. Harrison, who was in the bbox=[963, 1254, 1102, 1288]
divider bbox=[967, 158, 1098, 160]
including: Including bbox=[12, 476, 137, 485]
divider bbox=[777, 658, 941, 659]
work-text: The work of fitting up the plant of the Waikato Cheese and Bacon Factory, Hamilton, will be completed to-day by Mr Crawford, manager, of Bycroft bbox=[146, 1791, 265, 1834]
irish-dateline: MELBOURNE, Monday. bbox=[274, 2316, 387, 2325]
agents: Agents for the Colonial Insurance Coy. and the Onehunga Building Society. bbox=[12, 669, 137, 695]
coals-text: A supply of Coals and Firewood kept at my yard, Hamilton East for the convenience of out-settlers. Orders for Coals, Firewood and Cutting to be left at Moses, Scott and Co.'s Store, Hamilton West. bbox=[146, 208, 265, 277]
architect: ARCHITECT, bbox=[146, 92, 265, 101]
football-text: This match, the first of a series of inter-provincial matches in which the Auckland representatives are to engage, was played on the Lancaster Park ground, Christchurch, on Saturday, and after a close contest resulted in a victory for Auckland by a goal and a try to a try. The Aucklanders were in splendid form and had the best of the play throughout. There was a large attendance of the public, but the ground, owing to the recent rains, was soft and sloppy. bbox=[640, 308, 753, 454]
list-item: Spades, Hoes, Files, Bradawls bbox=[12, 525, 137, 534]
roofing-text: OF ALL KINDS. Corrugated Galvanised Iron Galvanised Nails and Washers Ridging and Spouting Shingles and Palings. bbox=[12, 1171, 137, 1205]
article-text: country found there enticing men to spend time and money in prospecting in the district, and at the same time bringing more capital to the district. The works in connection with the sluices and the tramway are being pushed on as fast as possible, and all are anxious for the fine weather to set in to enable the tramway to be completed, and to get the battery started. bbox=[640, 34, 753, 146]
divider bbox=[26, 234, 123, 235]
general-ironmongery: GENERAL IRONMONGERY, bbox=[12, 437, 137, 471]
commercial-heading: COMMERCIAL. bbox=[12, 38, 137, 47]
narrows-text: Sir,—I wish to call the attention of the proper authorities to the heavy growth of fern on the eastern bank of the Narrows. Should this accidentally get on fire nothing could save the bridge. Half a crown would make it safe.—I am, &c., TRAVELLER. bbox=[518, 341, 631, 418]
mining-text: A reaction is taking place among the owners of claims, great energy is being displayed in collecting calls, and employing men to prospect on ground which has been for some time past withdrawn from mining, and is now being worked again. The Morning Star, Eureka, Ruby, Waiterera, Lady Fergusson, and others are alive with men, and the prospects are most encouraging. The gold is remarkable for its fineness and purity, the ore being of a very rich character. Several machines are employed in crushing the ore for their owners. bbox=[518, 1432, 631, 1604]
divider bbox=[160, 662, 251, 663]
notice-heading: NOTICE TO ADVERTISERS. bbox=[146, 668, 265, 685]
rail-after: The above telegram was posted up at Cambridge, yesterday, and afforded much satisfaction. bbox=[396, 188, 509, 222]
domain-heading: CAMBRIDGE DOMAIN BOARD. bbox=[518, 427, 631, 444]
bytel-label3: [BY TELEGRAPH—COPYRIGHT.] bbox=[763, 676, 955, 685]
list-item: Planes, Brace Bits, Chisels bbox=[12, 533, 137, 542]
divider bbox=[532, 422, 617, 423]
divider bbox=[532, 804, 617, 805]
article-text: Messrs Clark and Wilton, seed, produce and manure merchants, Hamilton, have just received a large stock of first-class manures, which will repay inspection. bbox=[274, 2070, 387, 2122]
calcutta-text: Intelligence has reached here from Cabul that a general rising of the Ghilzai tribes against the Ameer has been organised. The movement, according to the latest reports, was extending, and a strong force of the Ameer's troops has been despatched to the disturbed districts. bbox=[763, 215, 955, 267]
latest-heading: THE LATEST. bbox=[763, 272, 955, 281]
football-heading: FOOTBALL. bbox=[640, 274, 753, 283]
article-text: The annual election for the return of three councillors to the Hamilton Borough Council will take place on Thursday, the 13th of September next. Nominations must be made at the Council Chambers, Hamilton, at or before noon of Wednesday, the 5th September. bbox=[274, 169, 387, 255]
divider bbox=[410, 226, 495, 227]
article-text: A recent number of one of the Church papers says the London Daily News of May 4 contains an article on the subject of marriages with a deceased wife's sister, the writer of which quoted a letter purporting to be written to the late Lord Hatherly by an American clergyman, who sets forth the grievous social mischief which he said was caused by such marriages in the United States. Lord Dalhousie, who had charge of the bill in the House of Lords, felt it necessary to take steps to ascertain the truth of this statement. He therefore sent a letter of enquiry of every State Governor, and to the editors of every daily newspaper in the Union, asking for information on the subject. In reply, Lord Dalhousie has received an enormous number of letters from all parts of the United States, the uniform testimony being that such marriages are of frequent occurrence—that they are contracted by men of the highest character, and are thoroughly supported by public opinion. Lord Dalhousie's letter has evoked a movement among American Presbyterians for the suppression of the passages in their Confession of Faith in which such marriages are condemned. bbox=[274, 843, 387, 1195]
house-text: The House met at 2.30 p.m. Mr M. W. Green moved the second reading of the Otago Harbour Board Loan Bill. Mr Fish, without opposing the bill, thought it an unnecessary measure. Mr Macandrew and Mr Turnbull opposed the bill, and Major Atkinson, Mr Bracken and Mr Montgomery supported it. The bill was read a second time. The Wellington College Land Bill, Timaru Mechanics Institute Act Amendment Bill, and Christchurch Cathedral Square Bill were read a second time. The House went into committee on the Otago Harbour Loan Consolidation Bill, which was interrupted by the 5.30 adjournment. The House resumed in Committee on the Otago Harbour Board Consolidation Bill. After a long discussion the bill passed through committee with amendments. (Left sitting.) bbox=[963, 500, 1102, 706]
page-columns bbox=[8, 34, 1106, 1549]
for-prices: For Prices, &c., apply to the Agents, or to bbox=[12, 1396, 137, 1413]
commercial-sub: Waikato Times Office, Monday. bbox=[12, 51, 137, 60]
article-text: The Mangapiko Road Board notify that at the first instance, a meeting to be held on Saturday, Sept. 29th, to make a list of electors. The poll for the same will take place on the 3rd September for elections for the members of Bourka Roads, at the residence of Mr R. T. Macaulay, Te Rore. bbox=[274, 2153, 387, 2248]
divider bbox=[160, 407, 251, 408]
sales-text: Mr J. S. Buckland, at the Ohaupo Yards, at 1 o'clock—Cattle, etc. bbox=[12, 204, 137, 230]
aroha-text: The weather was cold and wet, rain falling at intervals, culminating on Thursday last. On that day a cold and wild wind, with a great fall of snow in the hills, which was accompanied by heavy showers of rain, and continued during the night. On Friday morning the top of Te Aroha mountain and the tops of the ranges to the south were covered with snow. The snow line was about 1300 feet above sea level. There was a considerable amount of excitement among the young colonists, many of whom had never seen snow before. A party started for the ground covered with snow, and returned in the evening with great glee. The tramway is now laid nearly as far as the Oxford hotel, and stores are being built. Now that the tramway has arrived, trade has fairly commenced, and from its progress the township is now in a flourishing condition, and we may expect steadily-increasing business. The traffic on the road to Waiorongomai will be shortly completed. The tram is intended to run regularly, and will greatly facilitate the transfer of the quartz to the battery, which is now in full working order. It is hoped that in a short time a good yield will be obtained. The contract for the new bridge across the Waihou is being proceeded with, and will soon be completed. Visitors are arriving here every day, and are expressing the utmost satisfaction with the prospects of the place and the good show of gold at the mines. Business people are making enquiries about building sites, both at Waiorongomai and Te Aroha, and both townships are likely soon to be all occupied. The new Court-house and Warden's office are now taken over from the contractor, and business was conducted there on Saturday last. We trust that the county council will take steps to have the footpaths from the Waiorongomai to Te Aroha formed. The Warden's office and Government buildings are situated, as at present the approaches are very inconvenient. bbox=[518, 822, 631, 1415]
also: Also, a Large Consignment of bbox=[12, 584, 137, 593]
annex-dateline: MELBOURNE, Yesterday. bbox=[274, 2447, 387, 2456]
steam-text: The Steamer DELTA leaves Cambridge every Monday, Wednesday and Friday at 7 a.m., for Hamilton, Ngaruawahia and Mercer, reaching Ngaruawahia in time to catch the train for Auckland. Steamers leave on other days irregularly. bbox=[12, 755, 137, 824]
